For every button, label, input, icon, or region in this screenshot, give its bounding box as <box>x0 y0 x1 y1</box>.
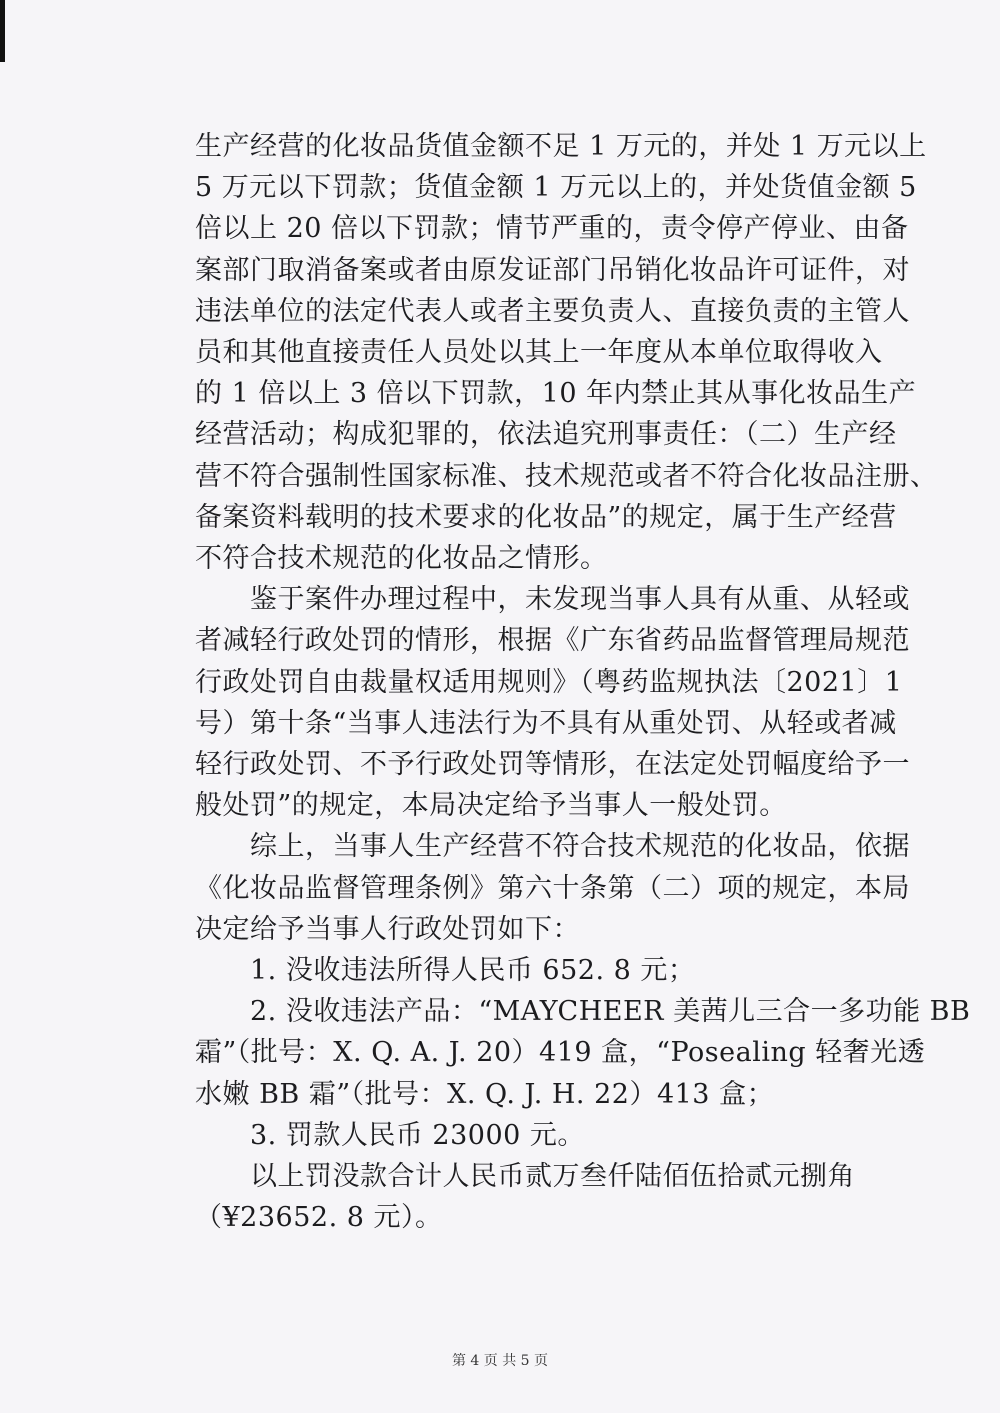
text-line: 以上罚没款合计人民币贰万叁仟陆佰伍拾贰元捌角 <box>195 1161 855 1193</box>
page-number: 第 4 页 共 5 页 <box>451 1353 549 1369</box>
document-body <box>195 126 971 1238</box>
text-line: 《化妆品监督管理条例》第六十条第（二）项的规定，本局 <box>195 872 910 904</box>
text-line: 营不符合强制性国家标准、技术规范或者不符合化妆品注册、 <box>195 460 938 492</box>
text-line: 1. 没收违法所得人民币 652. 8 元； <box>195 955 696 987</box>
text-line: 2. 没收违法产品：“MAYCHEER 美茜儿三合一多功能 BB <box>195 996 971 1028</box>
text-line: 备案资料载明的技术要求的化妆品”的规定，属于生产经营 <box>195 501 897 533</box>
text-line: 的 1 倍以上 3 倍以下罚款，10 年内禁止其从事化妆品生产 <box>195 378 917 410</box>
text-line: （¥23652. 8 元）。 <box>195 1202 443 1234</box>
text-line: 不符合技术规范的化妆品之情形。 <box>195 543 608 575</box>
text-line: 综上，当事人生产经营不符合技术规范的化妆品，依据 <box>195 831 910 863</box>
text-line: 者减轻行政处罚的情形，根据《广东省药品监督管理局规范 <box>195 625 910 657</box>
text-line: 3. 罚款人民币 23000 元。 <box>195 1119 585 1151</box>
text-line: 轻行政处罚、不予行政处罚等情形，在法定处罚幅度给予一 <box>195 749 910 781</box>
text-line: 霜”（批号：X. Q. A. J. 20）419 盒，“Posealing 轻奢光透 <box>195 1037 926 1069</box>
text-line: 般处罚”的规定，本局决定给予当事人一般处罚。 <box>195 790 787 822</box>
text-line: 决定给予当事人行政处罚如下： <box>195 913 580 945</box>
text-line: 鉴于案件办理过程中，未发现当事人具有从重、从轻或 <box>195 584 910 616</box>
text-line: 案部门取消备案或者由原发证部门吊销化妆品许可证件，对 <box>195 254 910 286</box>
text-line: 5 万元以下罚款；货值金额 1 万元以上的，并处货值金额 5 <box>195 172 917 204</box>
text-line: 行政处罚自由裁量权适用规则》（粤药监规执法〔2021〕1 <box>195 666 903 698</box>
text-line: 水嫩 BB 霜”（批号：X. Q. J. H. 22）413 盒； <box>195 1078 775 1110</box>
text-line: 生产经营的化妆品货值金额不足 1 万元的，并处 1 万元以上 <box>195 131 927 162</box>
text-line: 员和其他直接责任人员处以其上一年度从本单位取得收入 <box>195 337 883 369</box>
scan-edge-mark <box>0 0 5 62</box>
text-line: 经营活动；构成犯罪的，依法追究刑事责任：（二）生产经 <box>195 419 897 451</box>
text-line: 号）第十条“当事人违法行为不具有从重处罚、从轻或者减 <box>195 707 897 739</box>
text-line: 倍以上 20 倍以下罚款；情节严重的，责令停产停业、由备 <box>195 213 909 245</box>
text-line: 违法单位的法定代表人或者主要负责人、直接负责的主管人 <box>195 295 910 327</box>
